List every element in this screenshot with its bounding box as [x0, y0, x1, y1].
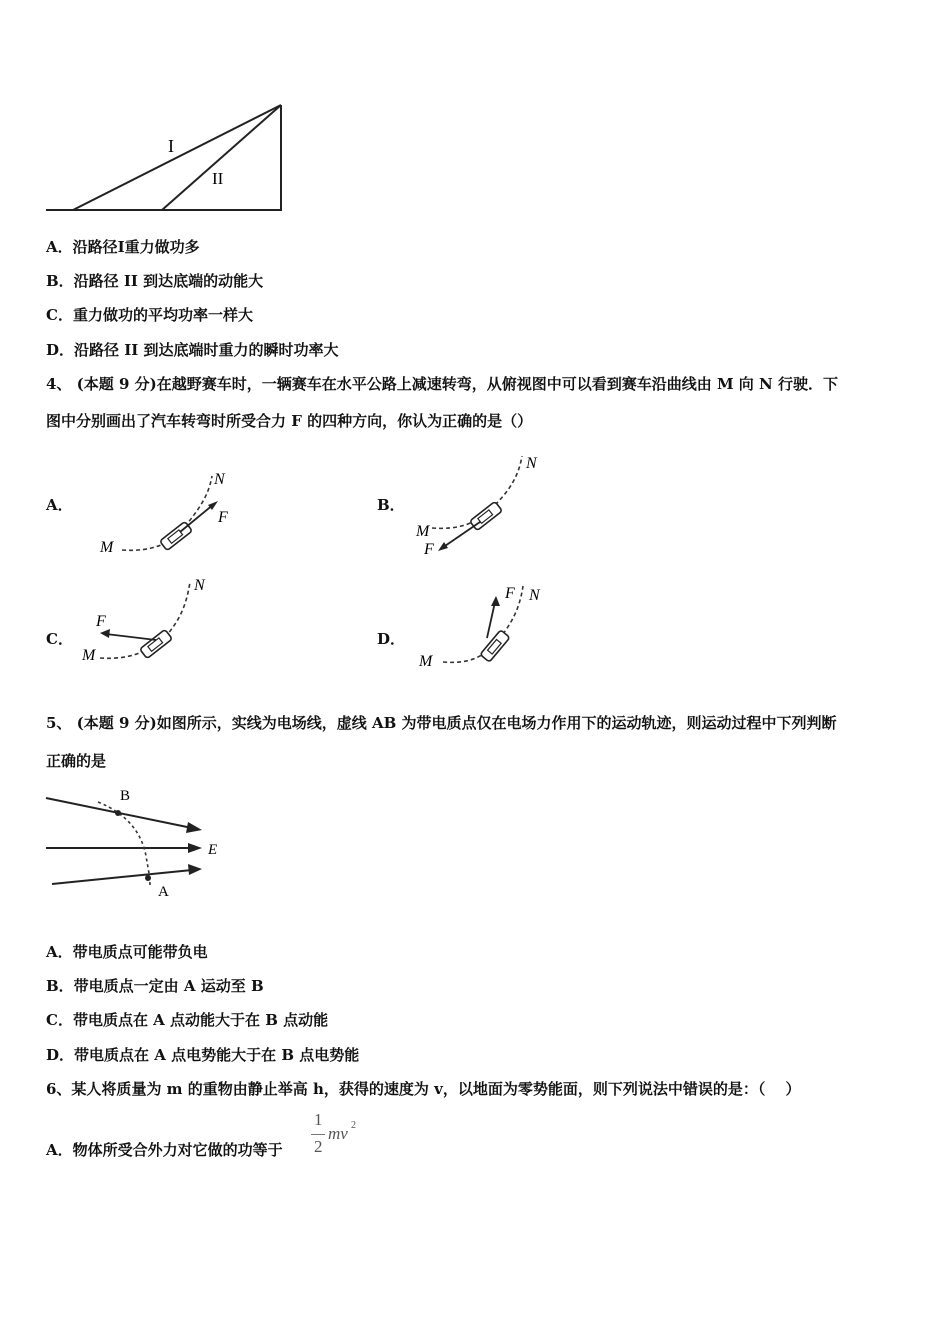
- q5-option-d: D．带电质点在 A 点电势能大于在 B 点电势能: [46, 1046, 360, 1064]
- q4-stem-line1: 4、 (本题 9 分)在越野赛车时，一辆赛车在水平公路上减速转弯，从俯视图中可以看到赛车沿曲线由 M 向 N 行驶．下: [46, 375, 838, 393]
- label-n: N: [526, 455, 537, 472]
- point-b-dot: [115, 810, 121, 816]
- q6-option-a: A．物体所受合外力对它做的功等于: [46, 1141, 283, 1159]
- label-path-I: I: [168, 136, 174, 156]
- fraction-numerator: 1: [314, 1110, 323, 1129]
- q3-option-c: C．重力做功的平均功率一样大: [46, 306, 253, 324]
- label-b: B: [120, 788, 131, 804]
- force-arrowhead: [438, 542, 448, 551]
- q3-option-a: A．沿路径Ⅰ重力做功多: [46, 238, 200, 256]
- car-icon: [480, 630, 510, 662]
- label-m: M: [82, 647, 96, 664]
- label-path-II: II: [212, 169, 224, 188]
- fraction-denominator: 2: [314, 1137, 323, 1156]
- q5-stem-line2: 正确的是: [46, 752, 107, 770]
- q4-option-b-label: B．: [377, 496, 405, 514]
- label-f: F: [96, 613, 106, 630]
- fraction-expression: mv: [328, 1124, 348, 1143]
- point-a-dot: [145, 875, 151, 881]
- q4-figure-a: [96, 464, 246, 564]
- label-n: N: [529, 587, 540, 604]
- field-line-bottom: [52, 870, 192, 884]
- arrowhead-middle: [188, 843, 202, 853]
- label-n: N: [194, 577, 205, 594]
- label-n: N: [214, 471, 225, 488]
- label-m: M: [100, 539, 114, 556]
- force-arrowhead: [100, 629, 110, 638]
- force-arrowhead: [491, 596, 500, 606]
- q4-figure-d: [415, 578, 565, 674]
- arrowhead-top: [186, 822, 202, 833]
- fraction-exponent: 2: [351, 1120, 356, 1131]
- incline-figure: [40, 98, 290, 218]
- car-icon: [140, 629, 173, 658]
- label-f: F: [218, 509, 228, 526]
- fraction-bar: [311, 1134, 325, 1135]
- q6-stem: 6、某人将质量为 m 的重物由静止举高 h，获得的速度为 v，以地面为零势能面，则下列说法中错误的是：（ ）: [46, 1080, 801, 1098]
- q3-option-d: D．沿路径 II 到达底端时重力的瞬时功率大: [46, 341, 339, 359]
- q4-stem-line2: 图中分别画出了汽车转弯时所受合力 F 的四种方向，你认为正确的是（）: [46, 412, 533, 430]
- q3-option-b: B．沿路径 II 到达底端的动能大: [46, 272, 264, 290]
- label-f: F: [505, 585, 515, 602]
- label-m: M: [416, 523, 430, 540]
- label-a: A: [158, 884, 169, 900]
- q5-stem-line1: 5、 (本题 9 分)如图所示，实线为电场线，虚线 AB 为带电质点仅在电场力作用下的运动轨迹，则运动过程中下列判断: [46, 714, 837, 732]
- q4-figure-c: [78, 574, 228, 674]
- q5-option-c: C．带电质点在 A 点动能大于在 B 点动能: [46, 1011, 329, 1029]
- force-arrow: [180, 504, 214, 532]
- force-arrow: [106, 634, 156, 640]
- label-f: F: [424, 541, 434, 558]
- electric-field-figure: [42, 782, 227, 902]
- label-e: E: [208, 842, 218, 858]
- q4-option-d-label: D．: [377, 630, 406, 648]
- path-II: [162, 105, 281, 210]
- path-I: [73, 105, 281, 210]
- q5-option-a: A．带电质点可能带负电: [46, 943, 208, 961]
- q4-figure-b: [410, 450, 560, 558]
- force-arrow: [487, 602, 495, 638]
- q4-option-a-label: A．: [46, 496, 73, 514]
- label-m: M: [419, 653, 433, 670]
- q4-option-c-label: C．: [46, 630, 73, 648]
- q5-option-b: B．带电质点一定由 A 运动至 B: [46, 977, 264, 995]
- arrowhead-bottom: [188, 864, 202, 875]
